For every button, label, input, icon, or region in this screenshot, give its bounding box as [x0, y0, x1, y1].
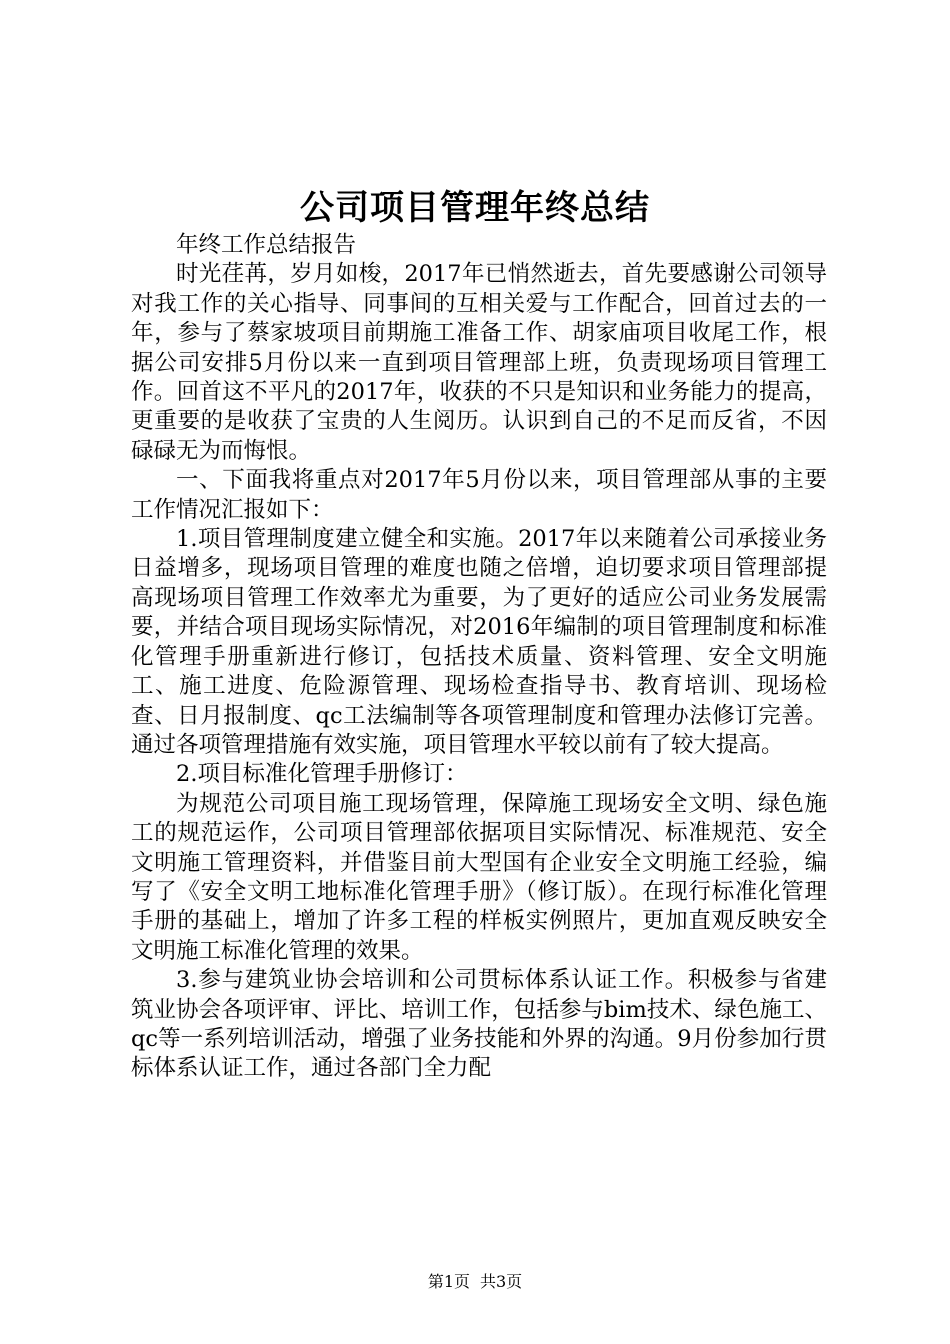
- item-2-paragraph: 为规范公司项目施工现场管理，保障施工现场安全文明、绿色施工的规范运作，公司项目管理部依据项目实际情况、标准规范、安全文明施工管理资料，并借鉴目前大型国有企业安全文明施工经验，编写了《安全文明工地标准化管理手册》（修订版）。在现行标准化管理手册的基础上，增加了许多工程的样板实例照片，更加直观反映安全文明施工标准化管理的效果。: [131, 790, 827, 964]
- section-heading: 一、下面我将重点对2017年5月份以来，项目管理部从事的主要工作情况汇报如下：: [131, 467, 827, 523]
- page-number: 第1页: [427, 1272, 470, 1291]
- document-body: [131, 231, 827, 1084]
- item-3-paragraph: 3.参与建筑业协会培训和公司贯标体系认证工作。积极参与省建筑业协会各项评审、评比、培训工作，包括参与bim技术、绿色施工、qc等一系列培训活动，增强了业务技能和外界的沟通。9月份参加行贯标体系认证工作，通过各部门全力配: [131, 967, 827, 1082]
- item-1-paragraph: 1.项目管理制度建立健全和实施。2017年以来随着公司承接业务日益增多，现场项目管理的难度也随之倍增，迫切要求项目管理部提高现场项目管理工作效率尤为重要，为了更好的适应公司业务发展需要，并结合项目现场实际情况，对2016年编制的项目管理制度和标准化管理手册重新进行修订，包括技术质量、资料管理、安全文明施工、施工进度、危险源管理、现场检查指导书、教育培训、现场检查、日月报制度、qc工法编制等各项管理制度和管理办法修订完善。通过各项管理措施有效实施，项目管理水平较以前有了较大提高。: [131, 526, 827, 758]
- item-2-heading: 2.项目标准化管理手册修订：: [176, 761, 468, 788]
- page-footer: [0, 1272, 950, 1292]
- report-heading: 年终工作总结报告: [176, 232, 357, 258]
- intro-paragraph: 时光荏苒，岁月如梭，2017年已悄然逝去，首先要感谢公司领导对我工作的关心指导、同事间的互相关爱与工作配合，回首过去的一年，参与了蔡家坡项目前期施工准备工作、胡家庙项目收尾工作，根据公司安排5月份以来一直到项目管理部上班，负责现场项目管理工作。回首这不平凡的2017年，收获的不只是知识和业务能力的提高，更重要的是收获了宝贵的人生阅历。认识到自己的不足而反省，不因碌碌无为而悔恨。: [131, 261, 827, 464]
- document-title: 公司项目管理年终总结: [300, 188, 650, 228]
- page-total: 共3页: [480, 1272, 523, 1291]
